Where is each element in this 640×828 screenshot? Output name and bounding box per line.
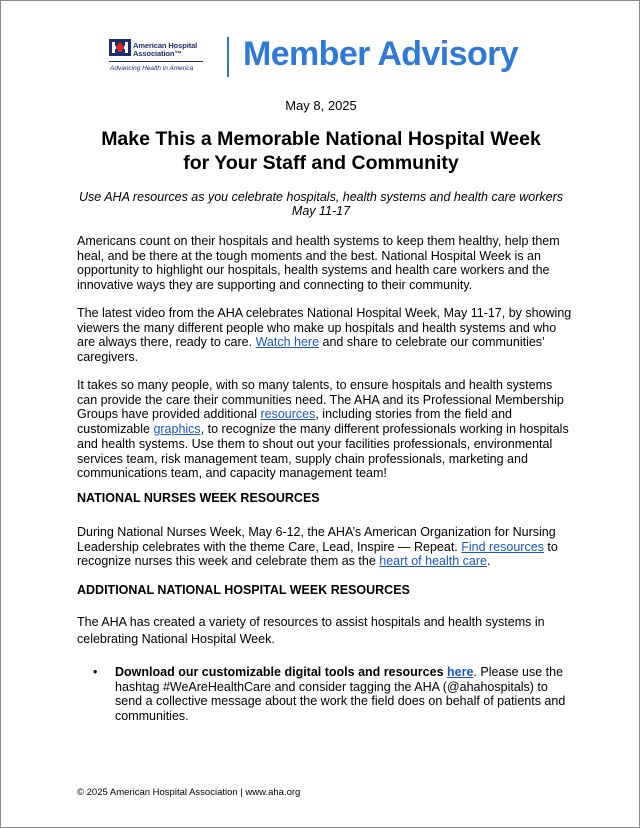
advisory-title: Member Advisory	[243, 35, 519, 73]
paragraph-5: The AHA has created a variety of resources to assist hospitals and health systems in celebrating National Hospital Week.	[77, 615, 545, 646]
nurses-week-heading: NATIONAL NURSES WEEK RESOURCES	[77, 491, 320, 505]
hospital-week-paragraph	[77, 614, 573, 648]
find-resources-link[interactable]: Find resources	[461, 539, 544, 554]
paragraph-2	[77, 306, 573, 365]
title-line-1: Make This a Memorable National Hospital Week	[101, 128, 541, 150]
paragraph-4-text-mid: to recognize nurses this week and celebrate them as the	[77, 539, 558, 569]
header	[109, 37, 539, 81]
subtitle	[61, 190, 581, 218]
paragraph-3-text-mid: , including stories from the field and customizable	[77, 407, 512, 437]
bullet-dot: •	[93, 665, 98, 679]
watch-here-link[interactable]: Watch here	[255, 335, 320, 350]
paragraph-4	[77, 525, 573, 569]
date: May 8, 2025	[285, 98, 357, 113]
aha-logo-mark-icon	[109, 39, 131, 56]
resources-link[interactable]: resources	[260, 407, 316, 422]
bullet-text-end: . Please use the hashtag #WeAreHealthCare and consider tagging the AHA (@ahahospitals) to send a collective message about the work the field does on behalf of patients and communities.	[115, 665, 566, 724]
paragraph-4-text-end: .	[486, 554, 491, 569]
intro-paragraph	[77, 234, 573, 293]
resources-paragraph	[77, 378, 573, 481]
paragraph-2-text: The latest video from the AHA celebrates National Hospital Week, May 11-17, by showing viewers the many different people who make up hospitals and health systems and who are always there, ready to care.	[77, 306, 572, 350]
paragraph-3	[77, 378, 573, 481]
paragraph-3-text-end: , to recognize the many different professionals working in hospitals and health systems. Use them to shout out your facilities professionals, environmental services team, risk management team, supply chain professionals, marketing and communications team, and capacity management team!	[77, 422, 569, 481]
heart-of-health-care-link[interactable]: heart of health care	[379, 554, 487, 569]
subtitle-line-1: Use AHA resources as you celebrate hospitals, health systems and health care workers	[78, 190, 564, 204]
title-line-2: for Your Staff and Community	[183, 152, 459, 174]
logo-name-line1: American Hospital	[133, 41, 198, 50]
logo-tagline: Advancing Health in America	[110, 65, 194, 72]
graphics-link[interactable]: graphics	[153, 422, 201, 437]
header-divider	[227, 37, 229, 77]
nurses-week-paragraph	[77, 525, 573, 569]
paragraph-3-text: It takes so many people, with so many talents, to ensure hospitals and health systems can provide the care their communities need. The AHA and its Professional Membership Groups have provided additional	[77, 378, 564, 422]
paragraph-2-text-end: and share to celebrate our communities’ caregivers.	[77, 335, 545, 365]
bullet-bold-text: Download our customizable digital tools and resources	[115, 665, 447, 679]
logo-divider	[109, 61, 203, 62]
bullet-text	[115, 665, 573, 724]
logo-name-line2: Association™	[133, 49, 182, 58]
hospital-week-heading: ADDITIONAL NATIONAL HOSPITAL WEEK RESOURCES	[77, 583, 410, 597]
subtitle-line-2: May 11-17	[291, 204, 351, 218]
logo-name	[133, 42, 197, 58]
paragraph-1: Americans count on their hospitals and health systems to keep them healthy, help them heal, and be there at the tough moments and the best. National Hospital Week is an opportunity to highlight our hospitals, health systems and health care workers and the innovative ways they are supporting and connecting to their community.	[77, 234, 560, 293]
paragraph-4-text: During National Nurses Week, May 6-12, the AHA’s American Organization for Nursing Leadership celebrates with the theme Care, Lead, Inspire — Repeat.	[77, 525, 556, 554]
video-paragraph	[77, 306, 573, 365]
download-here-link[interactable]: here	[447, 665, 474, 679]
aha-logo[interactable]	[109, 39, 209, 77]
page-title	[41, 127, 601, 175]
footer: © 2025 American Hospital Association | www.aha.org	[77, 787, 301, 798]
